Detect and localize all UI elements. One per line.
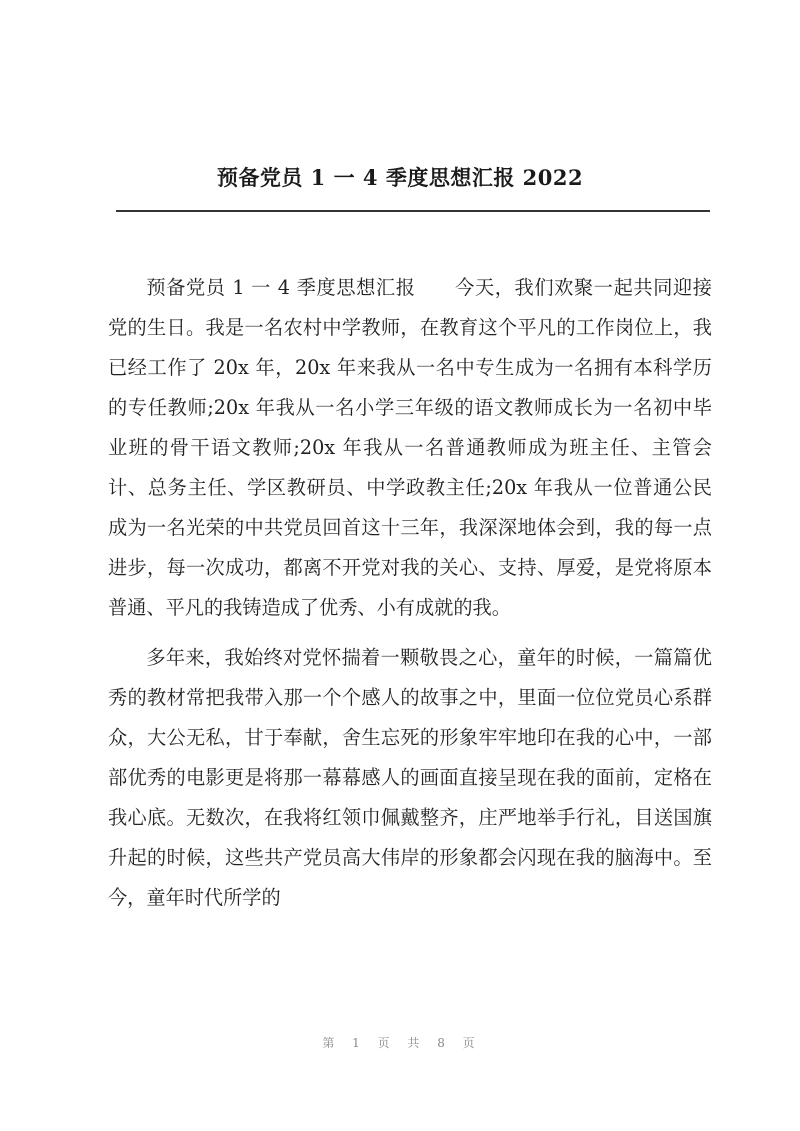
paragraph-2: 多年来，我始终对党怀揣着一颗敬畏之心，童年的时候，一篇篇优秀的教材常把我带入那一个个感人的故事之中，里面一位位党员心系群众，大公无私，甘于奉献，舍生忘死的形象牢牢地印在我的心中，一部部优秀的电影更是将那一幕幕感人的画面直接呈现在我的面前，定格在我心底。无数次，在我将红领巾佩戴整齐，庄严地举手行礼，目送国旗升起的时候，这些共产党员高大伟岸的形象都会闪现在我的脑海中。至今，童年时代所学的 xyxy=(108,646,712,909)
document-body xyxy=(108,268,712,928)
document-title: 预备党员 1 一 4 季度思想汇报 2022 xyxy=(216,165,584,190)
page-number-footer: 第 1 页 共 8 页 xyxy=(322,1036,478,1050)
paragraph-1: 预备党员 1 一 4 季度思想汇报 今天，我们欢聚一起共同迎接党的生日。我是一名农村中学教师，在教育这个平凡的工作岗位上，我已经工作了 20x 年，20x 年来我从一名中专生成为一名拥有本科学历的专任教师;20x 年我从一名小学三年级的语文教师成长为一名初中毕业班的骨干语文教师;20x 年我从一名普通教师成为班主任、主管会计、总务主任、学区教研员、中学政教主任;20x 年我从一位普通公民成为一名光荣的中共党员回首这十三年，我深深地体会到，我的每一点进步，每一次成功，都离不开党对我的关心、支持、厚爱，是党将原本普通、平凡的我铸造成了优秀、小有成就的我。 xyxy=(108,276,712,619)
title-divider xyxy=(116,210,710,212)
